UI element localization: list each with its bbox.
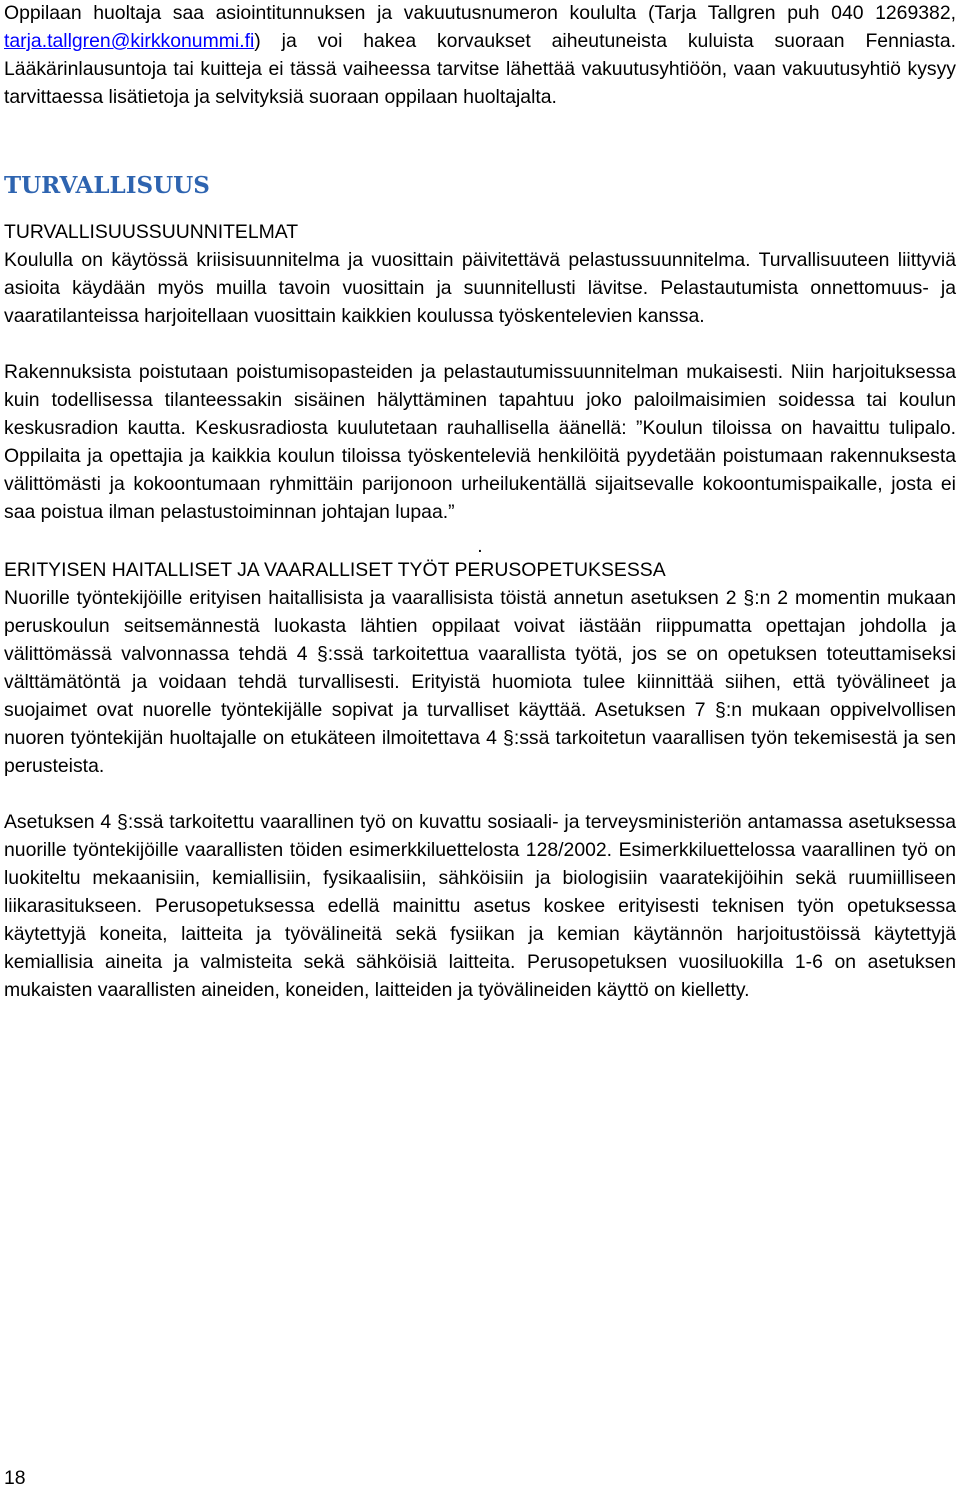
section-heading-hazardous-work: ERITYISEN HAITALLISET JA VAARALLISET TYÖT PERUSOPETUKSESSA — [4, 559, 666, 581]
hazardous-work-paragraph-2: Asetuksen 4 §:ssä tarkoitettu vaarallinen työ on kuvattu sosiaali- ja terveysministeriön antamassa asetuksessa nuorille työntekijöille vaarallisten töiden esimerkkiluettelosta 128/2002. Esimerkkiluettelossa vaarallinen työ on luokiteltu mekaanisiin, kemiallisiin, fysikaalisiin, sähköisiin ja biologisiin vaaratekijöihin sekä ruumiilliseen liikarasitukseen. Perusopetuksessa edellä mainittu asetus koskee erityisesti teknisen työn opetuksessa käytettyjä koneita, laitteita ja työvälineitä sekä fysiikan ja kemian käytännön harjoitustöissä käytettyjä kemiallisia aineita ja valmisteita sekä sähköisiä laitteita. Perusopetuksen vuosiluokilla 1-6 on asetuksen mukaisten vaarallisten aineiden, koneiden, laitteiden ja työvälineiden käyttö on kielletty. — [4, 811, 956, 1001]
email-link[interactable]: tarja.tallgren@kirkkonummi.fi — [4, 30, 255, 52]
intro-text-1: Oppilaan huoltaja saa asiointitunnuksen ja vakuutusnumeron koululta (Tarja Tallgren puh 040 1269382, — [4, 2, 956, 24]
hazardous-work-paragraph-1: Nuorille työntekijöille erityisen haitallisista ja vaarallisista töistä annetun asetuksen 2 §:n 2 momentin mukaan peruskoulun seitsemännestä luokasta lähtien oppilaat voivat iästään riippumatta opettajan johdolla ja välittömässä valvonnassa tehdä 4 §:ssä tarkoitettua vaarallista työtä, jos se on opetuksen toteuttamiseksi välttämätöntä ja voidaan tehdä turvallisesti. Erityistä huomiota tulee kiinnittää siihen, että työvälineet ja suojaimet ovat nuorelle työntekijälle sopivat ja turvalliset käyttää. Asetuksen 7 §:n mukaan oppivelvollisen nuoren työntekijän huoltajalle on etukäteen ilmoitettava 4 §:ssä tarkoitetun vaarallisen työn tekemisestä ja sen perusteista. — [4, 587, 956, 777]
document-page — [4, 0, 956, 1004]
safety-plans-paragraph: Koululla on käytössä kriisisuunnitelma ja vuosittain päivitettävä pelastussuunnitelma. Turvallisuuteen liittyviä asioita käydään myös muilla tavoin vuosittain ja suunnitellusti lävitse. Pelastautumista onnettomuus- ja vaaratilanteissa harjoitellaan vuosittain kaikkien koulussa työskentelevien kanssa. — [4, 249, 956, 327]
section-heading-security: TURVALLISUUS — [4, 172, 210, 199]
intro-text-2: ) ja voi hakea korvaukset aiheutuneista kuluista suoraan Fenniasta. Lääkärinlausuntoja tai kuitteja ei tässä vaiheessa tarvitse lähettää vakuutusyhtiöön, vaan vakuutusyhtiö kysyy tarvittaessa lisätietoja ja selvityksiä suoraan oppilaan huoltajalta. — [4, 30, 956, 108]
intro-paragraph — [4, 0, 956, 111]
subheading-safety-plans: TURVALLISUUSSUUNNITELMAT — [4, 221, 299, 243]
evacuation-paragraph: Rakennuksista poistutaan poistumisopasteiden ja pelastautumissuunnitelman mukaisesti. Niin harjoituksessa kuin todellisessa tilanteessakin sisäinen hälyttäminen tapahtuu joko paloilmaisimien soidessa tai koulun keskusradion kautta. Keskusradiosta kuulutetaan rauhallisella äänellä: ”Koulun tiloissa on havaittu tulipalo. Oppilaita ja opettajia ja kaikkia koulun tiloissa työskenteleviä henkilöitä pyydetään poistumaan rakennuksesta välittömästi ja kokoontumaan ryhmittäin parijonoon urheilukentällä sijaitsevalle kokoontumispaikalle, josta ei saa poistua ilman pelastustoiminnan johtajan lupaa.” — [4, 361, 956, 523]
page-number: 18 — [4, 1467, 26, 1489]
stray-dot: . — [477, 535, 483, 557]
